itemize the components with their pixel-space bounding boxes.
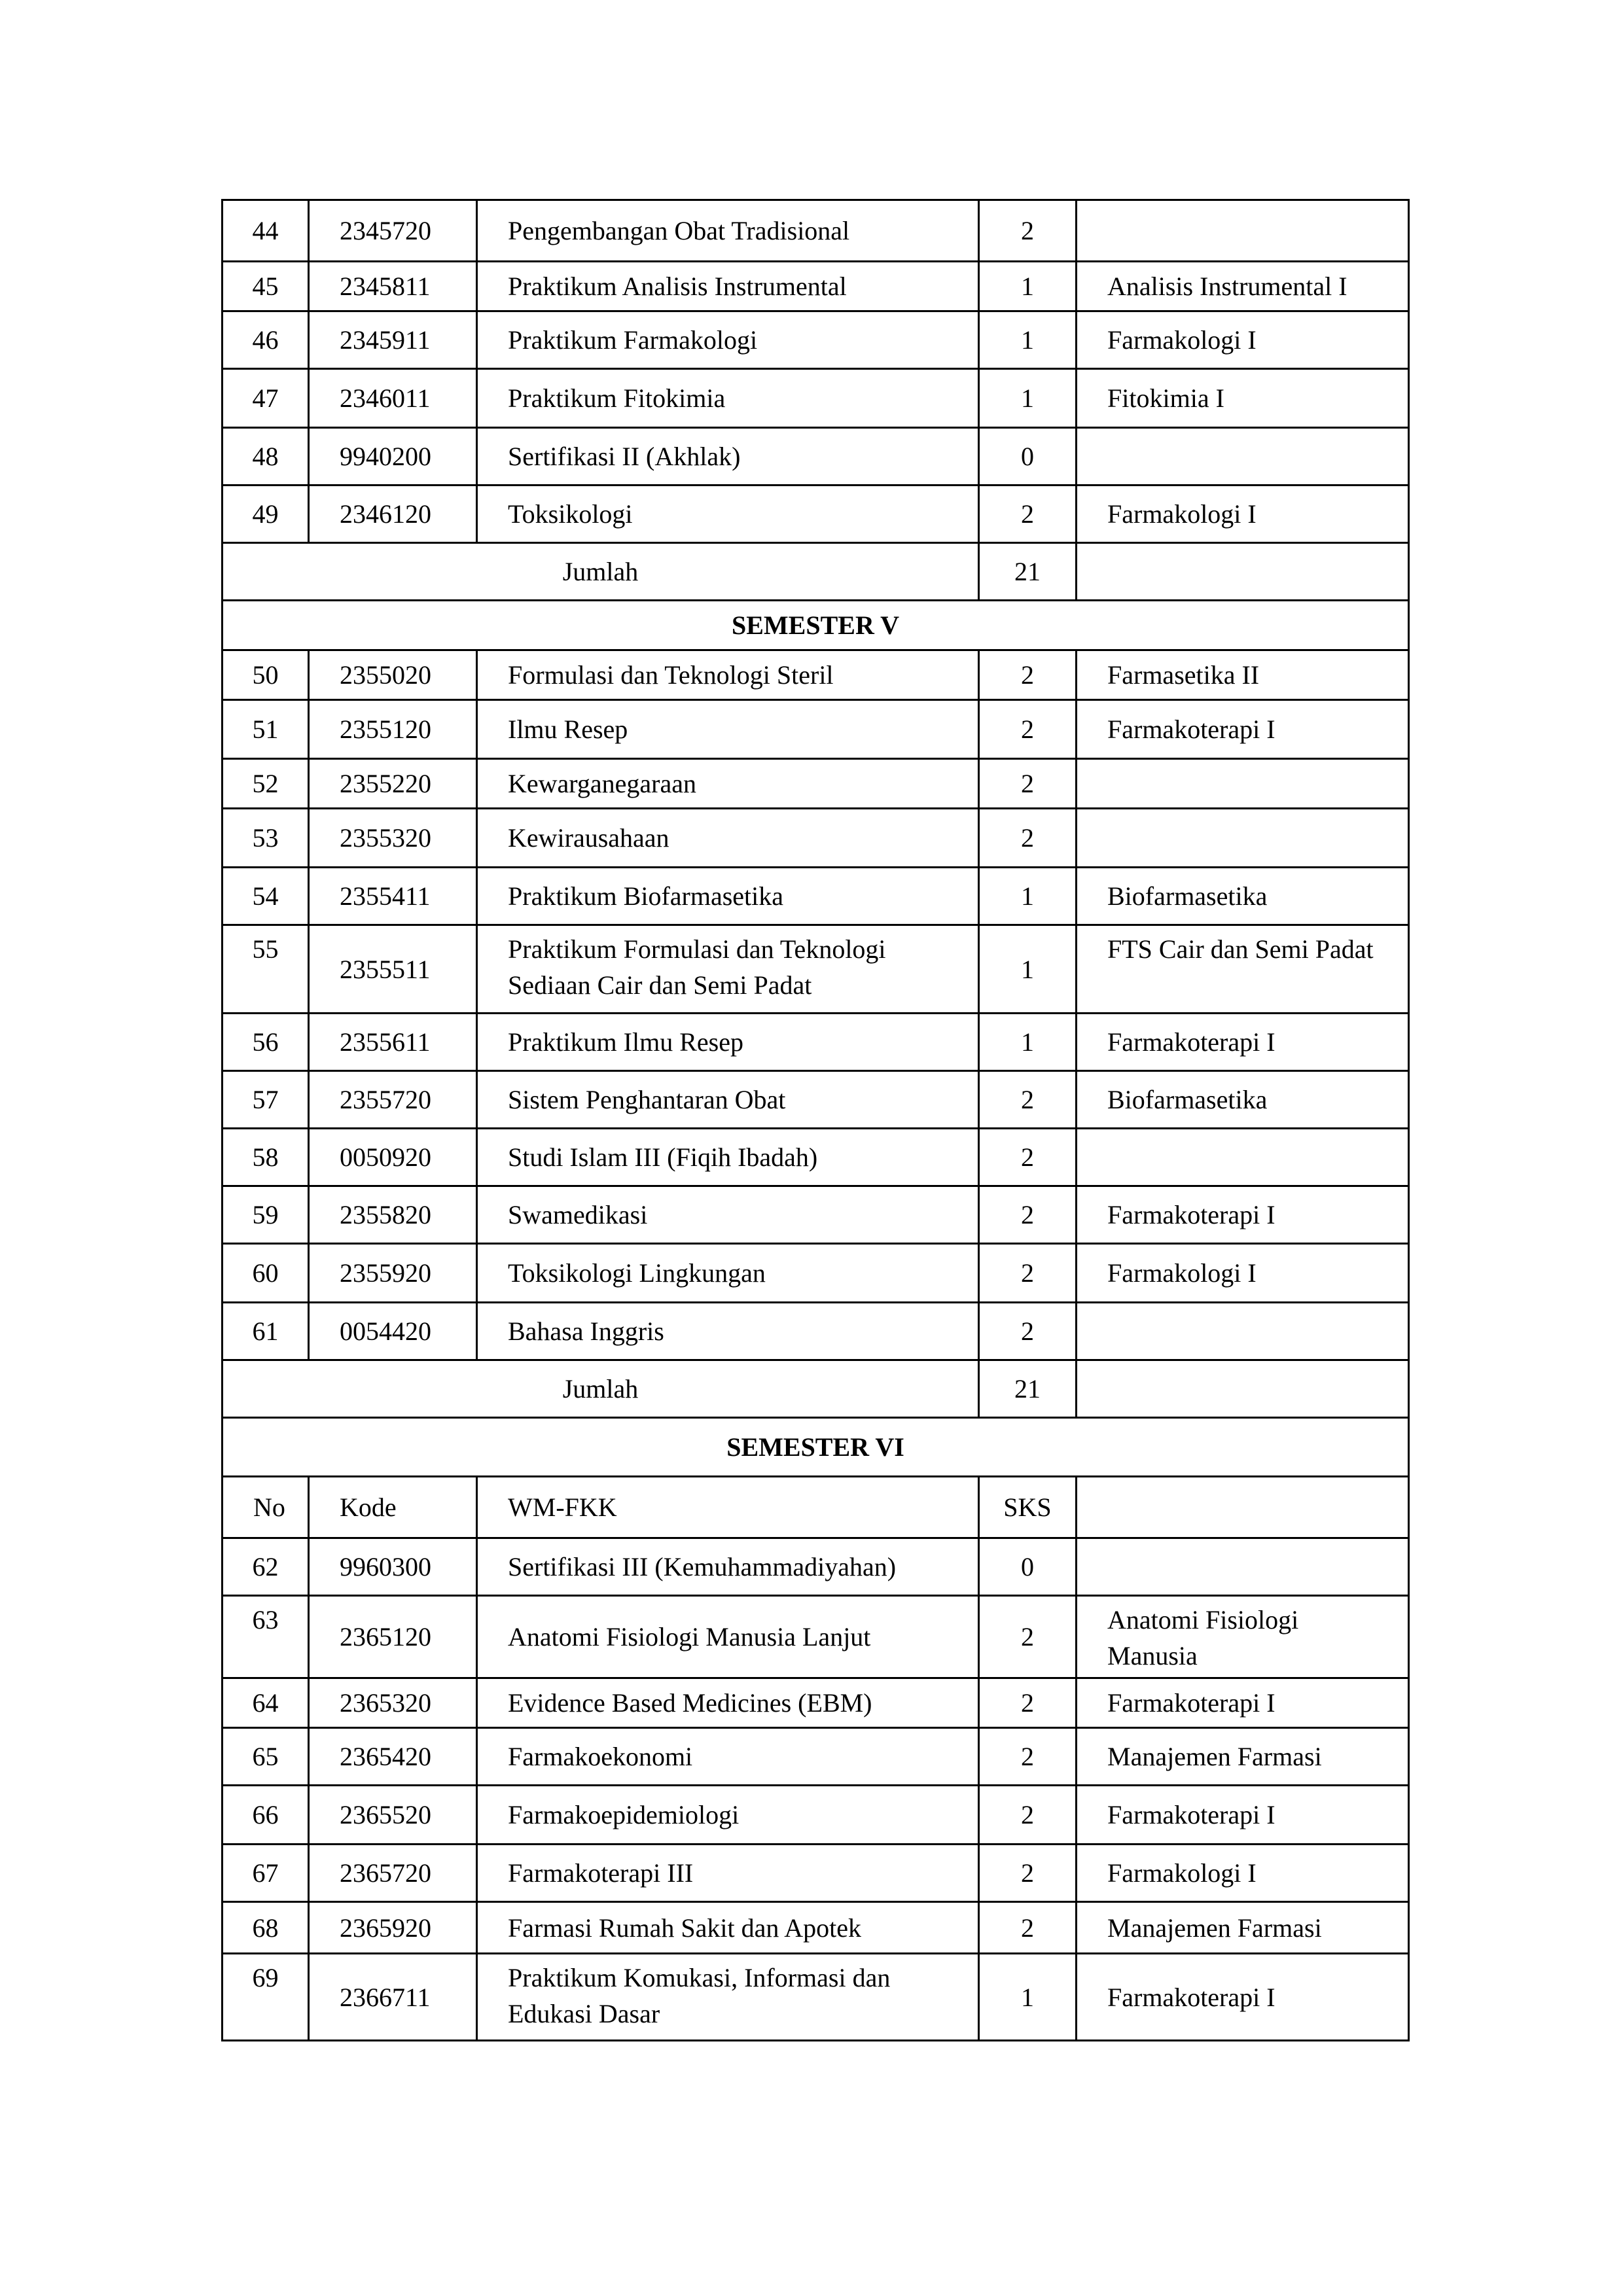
course-code: 2366711 [309,1954,477,2041]
course-prerequisite: Farmakoterapi I [1077,1678,1409,1728]
course-sks: 2 [979,759,1077,809]
course-name: Praktikum Biofarmasetika [477,868,979,925]
course-prerequisite: Manajemen Farmasi [1077,1728,1409,1786]
course-code: 2345811 [309,262,477,311]
course-prerequisite: Farmakoterapi I [1077,1014,1409,1071]
course-number: 51 [223,700,309,759]
course-code: 2355920 [309,1244,477,1303]
course-prerequisite: Biofarmasetika [1077,868,1409,925]
course-number: 53 [223,809,309,868]
table-row [223,262,1409,311]
course-number: 64 [223,1678,309,1728]
semester-header-row [223,1418,1409,1477]
course-prerequisite: FTS Cair dan Semi Padat [1077,925,1409,1014]
course-number: 65 [223,1728,309,1786]
course-code: 2365520 [309,1786,477,1845]
course-name: Praktikum Farmakologi [477,311,979,369]
course-prerequisite: Farmakoterapi I [1077,1186,1409,1244]
course-sks: 2 [979,486,1077,543]
course-prerequisite: Farmakoterapi I [1077,1954,1409,2041]
course-prerequisite [1077,759,1409,809]
course-number: 62 [223,1538,309,1596]
course-code: Kode [309,1477,477,1538]
semester-title: SEMESTER VI [223,1418,1409,1477]
course-prerequisite: Farmakologi I [1077,1244,1409,1303]
course-number: 59 [223,1186,309,1244]
course-number: 52 [223,759,309,809]
course-name: Toksikologi [477,486,979,543]
course-name: Praktikum Ilmu Resep [477,1014,979,1071]
course-code: 2355820 [309,1186,477,1244]
total-empty [1077,1360,1409,1418]
course-prerequisite: Biofarmasetika [1077,1071,1409,1129]
table-row [223,1303,1409,1360]
table-row [223,868,1409,925]
course-prerequisite: Fitokimia I [1077,369,1409,428]
course-prerequisite: Farmakologi I [1077,486,1409,543]
course-code: 0050920 [309,1129,477,1186]
course-name: Sertifikasi II (Akhlak) [477,428,979,486]
total-row [223,543,1409,601]
table-row [223,1071,1409,1129]
course-prerequisite: Farmakoterapi I [1077,700,1409,759]
table-row [223,311,1409,369]
course-code: 2355120 [309,700,477,759]
course-name: Praktikum Analisis Instrumental [477,262,979,311]
course-sks: 2 [979,1071,1077,1129]
table-row [223,1786,1409,1845]
course-sks: 1 [979,1954,1077,2041]
table-row [223,650,1409,700]
course-sks: 1 [979,311,1077,369]
table-row [223,1678,1409,1728]
course-number: 46 [223,311,309,369]
table-row [223,1902,1409,1954]
course-prerequisite: Farmakologi I [1077,311,1409,369]
course-prerequisite [1077,1303,1409,1360]
course-name: Praktikum Komukasi, Informasi dan Edukasi Dasar [477,1954,979,2041]
course-sks: 2 [979,1129,1077,1186]
course-name: WM-FKK [477,1477,979,1538]
course-code: 9940200 [309,428,477,486]
table-row [223,1596,1409,1678]
course-code: 2355411 [309,868,477,925]
course-code: 2365720 [309,1845,477,1902]
course-number: 68 [223,1902,309,1954]
course-code: 2355611 [309,1014,477,1071]
course-name: Toksikologi Lingkungan [477,1244,979,1303]
table-row [223,1954,1409,2041]
course-name: Farmasi Rumah Sakit dan Apotek [477,1902,979,1954]
course-code: 2345911 [309,311,477,369]
table-row [223,809,1409,868]
course-sks: 2 [979,1596,1077,1678]
course-name: Kewirausahaan [477,809,979,868]
table-row [223,1728,1409,1786]
table-row [223,1186,1409,1244]
course-prerequisite: Farmakoterapi I [1077,1786,1409,1845]
course-prerequisite [1077,200,1409,262]
table-row [223,428,1409,486]
course-number: 67 [223,1845,309,1902]
course-sks: 1 [979,868,1077,925]
course-sks: 1 [979,925,1077,1014]
course-number: 60 [223,1244,309,1303]
course-prerequisite: Farmasetika II [1077,650,1409,700]
course-number: 49 [223,486,309,543]
course-code: 2365420 [309,1728,477,1786]
course-name: Anatomi Fisiologi Manusia Lanjut [477,1596,979,1678]
course-sks: SKS [979,1477,1077,1538]
course-prerequisite [1077,809,1409,868]
course-prerequisite: Analisis Instrumental I [1077,262,1409,311]
course-name: Farmakoepidemiologi [477,1786,979,1845]
course-name: Evidence Based Medicines (EBM) [477,1678,979,1728]
course-name: Bahasa Inggris [477,1303,979,1360]
course-sks: 2 [979,1303,1077,1360]
course-code: 2355320 [309,809,477,868]
course-number: 45 [223,262,309,311]
table-row [223,700,1409,759]
curriculum-table [221,199,1410,2041]
course-sks: 2 [979,1678,1077,1728]
course-prerequisite: Farmakologi I [1077,1845,1409,1902]
course-code: 9960300 [309,1538,477,1596]
course-number: 69 [223,1954,309,2041]
course-sks: 2 [979,1845,1077,1902]
course-sks: 1 [979,369,1077,428]
course-code: 2346120 [309,486,477,543]
course-prerequisite [1077,428,1409,486]
course-number: 56 [223,1014,309,1071]
course-code: 2365320 [309,1678,477,1728]
course-sks: 2 [979,809,1077,868]
course-sks: 2 [979,1902,1077,1954]
course-code: 2345720 [309,200,477,262]
course-code: 2355720 [309,1071,477,1129]
semester-header-row [223,601,1409,650]
course-sks: 2 [979,1186,1077,1244]
course-sks: 1 [979,262,1077,311]
table-row [223,1244,1409,1303]
course-prerequisite: Anatomi Fisiologi Manusia [1077,1596,1409,1678]
course-prerequisite [1077,1477,1409,1538]
course-code: 2355220 [309,759,477,809]
course-name: Praktikum Formulasi dan Teknologi Sediaan Cair dan Semi Padat [477,925,979,1014]
course-code: 2355511 [309,925,477,1014]
course-sks: 2 [979,200,1077,262]
course-name: Formulasi dan Teknologi Steril [477,650,979,700]
course-number: 54 [223,868,309,925]
course-name: Studi Islam III (Fiqih Ibadah) [477,1129,979,1186]
course-sks: 2 [979,1786,1077,1845]
total-sks: 21 [979,543,1077,601]
total-label: Jumlah [223,543,979,601]
table-row [223,486,1409,543]
course-name: Sertifikasi III (Kemuhammadiyahan) [477,1538,979,1596]
table-row [223,1129,1409,1186]
course-sks: 2 [979,650,1077,700]
course-sks: 1 [979,1014,1077,1071]
course-number: 57 [223,1071,309,1129]
course-name: Ilmu Resep [477,700,979,759]
course-prerequisite: Manajemen Farmasi [1077,1902,1409,1954]
course-name: Praktikum Fitokimia [477,369,979,428]
course-number: 66 [223,1786,309,1845]
course-sks: 2 [979,700,1077,759]
course-number: 47 [223,369,309,428]
course-sks: 0 [979,428,1077,486]
table-row [223,200,1409,262]
course-code: 2365920 [309,1902,477,1954]
table-row [223,369,1409,428]
course-name: Pengembangan Obat Tradisional [477,200,979,262]
course-name: Farmakoekonomi [477,1728,979,1786]
course-number: No [223,1477,309,1538]
table-row [223,759,1409,809]
table-row [223,1845,1409,1902]
total-sks: 21 [979,1360,1077,1418]
table-row [223,1538,1409,1596]
table-row [223,1014,1409,1071]
course-name: Swamedikasi [477,1186,979,1244]
table-row [223,925,1409,1014]
course-name: Kewarganegaraan [477,759,979,809]
course-number: 55 [223,925,309,1014]
course-code: 2365120 [309,1596,477,1678]
course-number: 58 [223,1129,309,1186]
table-header-row [223,1477,1409,1538]
course-number: 48 [223,428,309,486]
course-code: 0054420 [309,1303,477,1360]
total-row [223,1360,1409,1418]
course-number: 63 [223,1596,309,1678]
course-prerequisite [1077,1538,1409,1596]
total-label: Jumlah [223,1360,979,1418]
course-name: Sistem Penghantaran Obat [477,1071,979,1129]
course-code: 2355020 [309,650,477,700]
course-sks: 2 [979,1244,1077,1303]
course-sks: 0 [979,1538,1077,1596]
course-number: 61 [223,1303,309,1360]
course-code: 2346011 [309,369,477,428]
semester-title: SEMESTER V [223,601,1409,650]
course-name: Farmakoterapi III [477,1845,979,1902]
total-empty [1077,543,1409,601]
course-prerequisite [1077,1129,1409,1186]
course-number: 50 [223,650,309,700]
course-number: 44 [223,200,309,262]
course-sks: 2 [979,1728,1077,1786]
